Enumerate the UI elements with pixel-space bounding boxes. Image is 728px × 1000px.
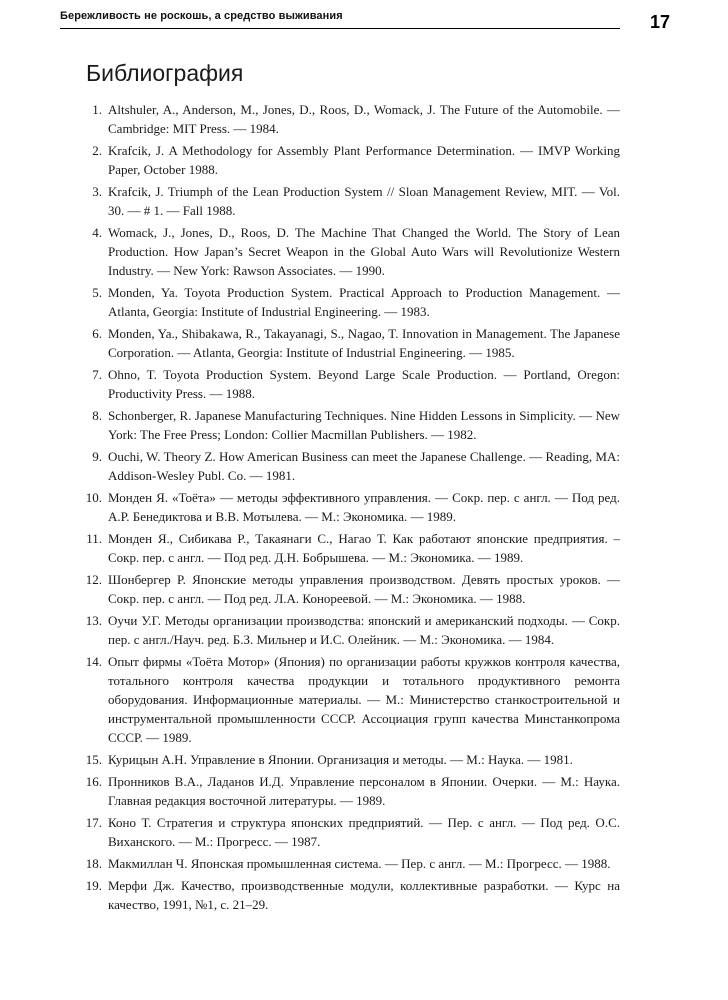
bibliography-item <box>80 141 620 179</box>
item-number: 7. <box>92 367 102 382</box>
item-number: 18. <box>85 856 102 871</box>
bibliography-item <box>80 813 620 851</box>
item-number: 5. <box>92 285 102 300</box>
item-text: Krafcik, J. A Methodology for Assembly Plant Performance Determination. — IMVP Working Paper, October 1988. <box>108 143 620 177</box>
item-number: 3. <box>92 184 102 199</box>
bibliography-item <box>80 652 620 747</box>
bibliography-item <box>80 324 620 362</box>
bibliography-item <box>80 365 620 403</box>
item-text: Monden, Ya., Shibakawa, R., Takayanagi, S., Nagao, T. Innovation in Management. The Japanese Corporation. — Atlanta, Georgia: Institute of Industrial Engineering. — 1985. <box>108 326 620 360</box>
item-text: Макмиллан Ч. Японская промышленная система. — Пер. с англ. — М.: Прогресс. — 1988. <box>108 856 611 871</box>
bibliography-item <box>80 406 620 444</box>
item-text: Коно Т. Стратегия и структура японских предприятий. — Пер. с англ. — Под ред. О.С. Виханского. — М.: Прогресс. — 1987. <box>108 815 620 849</box>
item-text: Ohno, T. Toyota Production System. Beyond Large Scale Production. — Portland, Oregon: Productivity Press. — 1988. <box>108 367 620 401</box>
bibliography-item <box>80 182 620 220</box>
item-text: Womack, J., Jones, D., Roos, D. The Machine That Changed the World. The Story of Lean Production. How Japan’s Secret Weapon in the Global Auto Wars will Revolutionize Western Industry. — New York: Rawson Associates. — 1990. <box>108 225 620 278</box>
item-text: Krafcik, J. Triumph of the Lean Production System // Sloan Management Review, MIT. — Vol. 30. — # 1. — Fall 1988. <box>108 184 620 218</box>
item-number: 16. <box>85 774 102 789</box>
bibliography-item <box>80 447 620 485</box>
item-number: 4. <box>92 225 102 240</box>
bibliography-item <box>80 283 620 321</box>
bibliography-item <box>80 223 620 280</box>
bibliography-list <box>80 100 620 917</box>
item-number: 19. <box>85 878 102 893</box>
item-number: 11. <box>86 531 102 546</box>
item-text: Монден Я. «Тоёта» — методы эффективного управления. — Сокр. пер. с англ. — Под ред. А.Р. Бенедиктова и В.В. Мотылева. — М.: Экономика. — 1989. <box>108 490 620 524</box>
item-text: Altshuler, A., Anderson, M., Jones, D., Roos, D., Womack, J. The Future of the Automobile. — Cambridge: MIT Press. — 1984. <box>108 102 620 136</box>
bibliography-item <box>80 100 620 138</box>
page-number: 17 <box>649 12 670 32</box>
item-number: 8. <box>92 408 102 423</box>
item-text: Курицын А.Н. Управление в Японии. Организация и методы. — М.: Наука. — 1981. <box>108 752 573 767</box>
item-number: 15. <box>85 752 102 767</box>
bibliography-item <box>80 611 620 649</box>
bibliography-item <box>80 570 620 608</box>
item-text: Опыт фирмы «Тоёта Мотор» (Япония) по организации работы кружков контроля качества, тотального контроля качества продукции и тотального продуктивного ремонта оборудования. Информационные материалы. — М.: Министерство станкостроительной и инструментальной промышленности СССР. Ассоциация групп качества Минстанкопрома СССР. — 1989. <box>108 654 620 745</box>
page-header <box>60 8 670 32</box>
item-number: 6. <box>92 326 102 341</box>
item-text: Монден Я., Сибикава Р., Такаянаги С., Нагао Т. Как работают японские предприятия. – Сокр. пер. с англ. — Под ред. Д.Н. Бобрышева. — М.: Экономика. — 1989. <box>108 531 620 565</box>
item-text: Шонбергер Р. Японские методы управления производством. Девять простых уроков. — Сокр. пер. с англ. — Под ред. Л.А. Конореевой. — М.: Экономика. — 1988. <box>108 572 620 606</box>
item-number: 2. <box>92 143 102 158</box>
bibliography-item <box>80 529 620 567</box>
bibliography-item <box>80 876 620 914</box>
item-text: Оучи У.Г. Методы организации производства: японский и американский подходы. — Сокр. пер. с англ./Науч. ред. Б.З. Мильнер и И.С. Олейник. — М.: Экономика. — 1984. <box>108 613 620 647</box>
item-number: 10. <box>85 490 102 505</box>
section-title: Библиография <box>86 60 244 86</box>
bibliography-item <box>80 750 620 769</box>
item-text: Ouchi, W. Theory Z. How American Business can meet the Japanese Challenge. — Reading, MA: Addison-Wesley Publ. Co. — 1981. <box>108 449 620 483</box>
bibliography-item <box>80 854 620 873</box>
item-text: Пронников В.А., Ладанов И.Д. Управление персоналом в Японии. Очерки. — М.: Наука. Главная редакция восточной литературы. — 1989. <box>108 774 620 808</box>
item-number: 9. <box>92 449 102 464</box>
item-number: 12. <box>85 572 102 587</box>
item-text: Мерфи Дж. Качество, производственные модули, коллективные разработки. — Курс на качество, 1991, №1, с. 21–29. <box>108 878 620 912</box>
item-text: Monden, Ya. Toyota Production System. Practical Approach to Production Management. — Atlanta, Georgia: Institute of Industrial Engineering. — 1983. <box>108 285 620 319</box>
item-number: 1. <box>92 102 102 117</box>
running-title: Бережливость не роскошь, а средство выживания <box>60 10 343 22</box>
item-text: Schonberger, R. Japanese Manufacturing Techniques. Nine Hidden Lessons in Simplicity. — New York: The Free Press; London: Collier Macmillan Publishers. — 1982. <box>108 408 620 442</box>
item-number: 17. <box>85 815 102 830</box>
item-number: 13. <box>85 613 102 628</box>
item-number: 14. <box>85 654 102 669</box>
bibliography-item <box>80 772 620 810</box>
bibliography-item <box>80 488 620 526</box>
